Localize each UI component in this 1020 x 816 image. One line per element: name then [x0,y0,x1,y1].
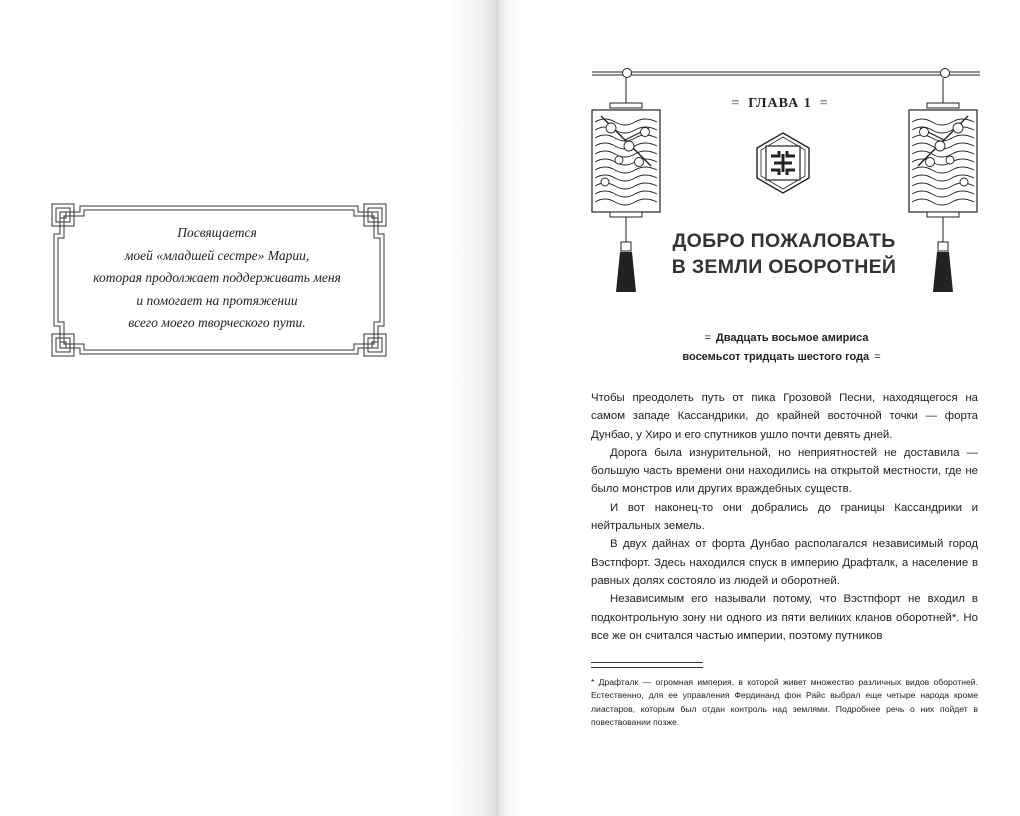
dedication-line: которая продолжает поддерживать меня [93,270,341,286]
footnote-divider [591,662,703,668]
chapter-date [640,329,928,367]
dedication-line: всего моего творческого пути. [128,315,306,331]
body-paragraph: И вот наконец-то они добрались до границы Кассандрики и нейтральных земель. [591,501,978,533]
chapter-number: ГЛАВА 1 [748,96,812,111]
body-paragraph: Дорога была изнурительной, но неприятностей не доставила — большую часть времени они находились на открытой местности, где не было монстров или других враждебных существ. [591,446,978,496]
chapter-title-line: ДОБРО ПОЖАЛОВАТЬ [672,230,896,252]
body-paragraph: Чтобы преодолеть путь от пика Грозовой Песни, находящегося на самом западе Кассандрики, до крайней восточной точки — форта Дунбао, у Хиро и его спутников ушло почти девять дней. [591,392,978,441]
body-text [591,389,978,645]
date-decor-right: = [874,351,881,363]
date-decor-left: = [704,332,711,344]
chapter-label [700,96,860,112]
left-page [0,0,498,816]
dedication-line: Посвящается [177,225,257,240]
body-paragraph: Независимым его называли потому, что Вэстпфорт не входил в подконтрольную зону ни одного из пяти великих кланов оборотней*. Но все же он считался частью империи, поэтому путников [591,593,978,642]
dedication-line: моей «младшей сестре» Марии, [124,247,310,263]
chapter-title-line: В ЗЕМЛИ ОБОРОТНЕЙ [671,256,897,278]
tassel-icon [933,242,953,292]
tassel-icon [616,242,636,292]
body-paragraph: В двух дайнах от форта Дунбао располагался независимый город Вэстпфорт. Здесь находился спуск в империю Драфталк, а население в равных долях состояло из людей и оборотней. [591,538,978,587]
chapter-title [640,228,928,280]
dedication-text [60,222,374,335]
dedication-line: и помогает на протяжении [136,292,298,308]
footnote: * Драфталк — огромная империя, в которой живет множество различных видов оборотней. Естественно, для ее управления Фердинанд фон Райс выбрал еще четыре народа кроме лиастаров, которым был отдан контроль над землями. Подробнее речь о них пойдет в повествовании позже. [591,677,978,728]
date-line: восемьсот тридцать шестого года [682,351,870,363]
chapter-decor-left: = [731,96,741,111]
hexagon-emblem-icon [752,132,814,194]
date-line: Двадцать восьмое амириса [715,332,869,344]
chapter-decor-right: = [819,96,829,111]
